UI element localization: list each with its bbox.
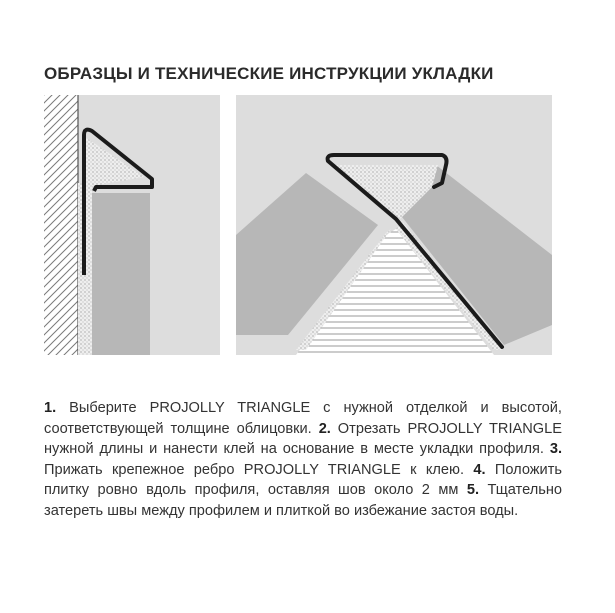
step-text: Положить плитку ровно вдоль профиля, оставляя шов около 2 мм: [44, 461, 562, 499]
step-number: 4.: [473, 461, 486, 478]
step-text: Прижать крепежное ребро PROJOLLY TRIANGLE к клею.: [44, 461, 474, 478]
wall-corner-figure: [44, 95, 220, 355]
step-number: 3.: [549, 441, 562, 458]
tile: [92, 193, 150, 355]
instructions-text: [44, 398, 562, 522]
step-number: 2.: [318, 420, 331, 437]
page-title: ОБРАЗЦЫ И ТЕХНИЧЕСКИЕ ИНСТРУКЦИИ УКЛАДКИ: [44, 64, 494, 83]
step-text: Отрезать PROJOLLY TRIANGLE нужной длины и нанести клей на основание в месте укладки профиля.: [44, 420, 562, 458]
step-text: Выберите PROJOLLY TRIANGLE с нужной отделкой и высотой, соответствующей толщине облицовки.: [44, 400, 562, 437]
step-number: 5.: [466, 482, 480, 499]
step-text: Тщательно затереть швы между профилем и плиткой во избежание застоя воды.: [44, 482, 562, 519]
step-number: 1.: [44, 400, 57, 416]
external-corner-figure: [236, 95, 552, 355]
wall-hatch: [44, 95, 78, 355]
